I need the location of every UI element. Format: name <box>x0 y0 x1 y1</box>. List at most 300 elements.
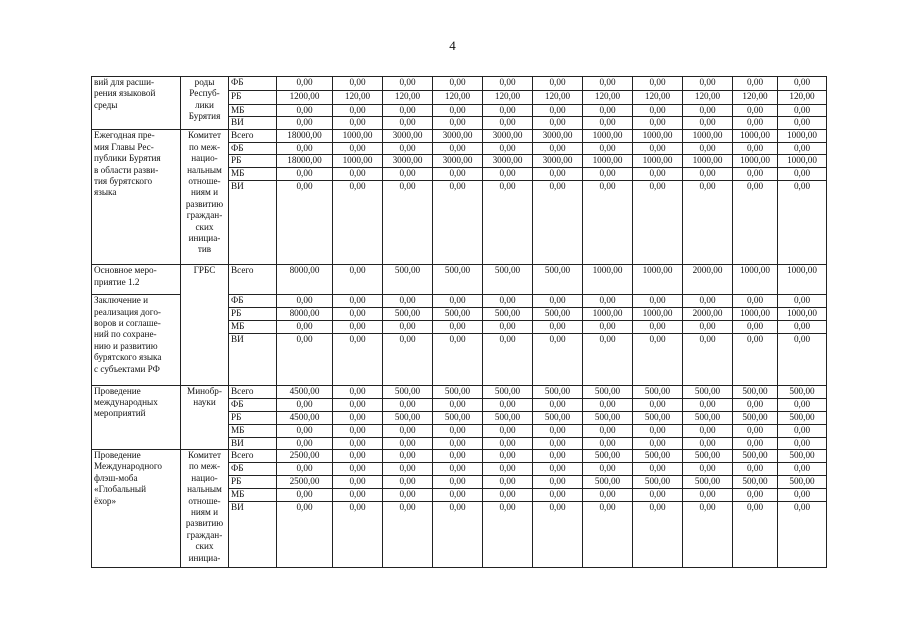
amount-cell: 0,00 <box>778 181 827 265</box>
amount-cell: 120,00 <box>778 91 827 105</box>
amount-cell: 500,00 <box>533 385 583 398</box>
amount-cell: 0,00 <box>633 489 683 502</box>
amount-cell: 0,00 <box>733 295 778 307</box>
amount-cell: 0,00 <box>383 168 433 181</box>
executor-line: Комитет <box>188 450 221 461</box>
executor-line: отноше- <box>188 176 221 187</box>
amount-cell: 500,00 <box>583 385 633 398</box>
funding-source-cell: Всего <box>229 130 277 142</box>
amount-cell: 1200,00 <box>277 91 333 105</box>
amount-cell: 0,00 <box>433 320 483 333</box>
amount-cell: 0,00 <box>733 168 778 181</box>
activity-name-line: международных <box>94 397 158 408</box>
amount-cell: 0,00 <box>778 502 827 568</box>
amount-cell: 0,00 <box>383 437 433 449</box>
amount-cell: 0,00 <box>483 437 533 449</box>
amount-cell: 0,00 <box>733 181 778 265</box>
amount-cell: 0,00 <box>633 320 683 333</box>
amount-cell: 0,00 <box>683 437 733 449</box>
amount-cell: 0,00 <box>778 424 827 437</box>
amount-cell: 0,00 <box>277 117 333 130</box>
amount-cell: 500,00 <box>778 411 827 424</box>
amount-cell: 0,00 <box>433 450 483 463</box>
amount-cell: 1000,00 <box>633 130 683 142</box>
amount-cell: 500,00 <box>483 307 533 320</box>
amount-cell: 1000,00 <box>733 130 778 142</box>
amount-cell: 0,00 <box>277 295 333 307</box>
amount-cell: 120,00 <box>583 91 633 105</box>
amount-cell: 0,00 <box>778 333 827 385</box>
amount-cell: 500,00 <box>583 411 633 424</box>
amount-cell: 0,00 <box>383 476 433 489</box>
amount-cell: 0,00 <box>433 437 483 449</box>
amount-cell: 0,00 <box>683 77 733 91</box>
amount-cell: 0,00 <box>383 142 433 154</box>
funding-source-cell: МБ <box>229 489 277 502</box>
amount-cell: 0,00 <box>483 168 533 181</box>
amount-cell: 0,00 <box>533 463 583 476</box>
amount-cell: 0,00 <box>333 142 383 154</box>
activity-name-line: Основное меро- <box>94 265 157 276</box>
amount-cell: 0,00 <box>583 181 633 265</box>
amount-cell: 500,00 <box>483 411 533 424</box>
activity-name-line: «Глобальный <box>94 484 147 495</box>
amount-cell: 3000,00 <box>483 130 533 142</box>
executor-line: науки <box>193 397 216 408</box>
amount-cell: 0,00 <box>433 77 483 91</box>
amount-cell: 0,00 <box>333 424 383 437</box>
table-row <box>92 265 827 295</box>
amount-cell: 8000,00 <box>277 307 333 320</box>
amount-cell: 0,00 <box>683 295 733 307</box>
executor-line: инициа- <box>188 233 221 244</box>
amount-cell: 0,00 <box>633 295 683 307</box>
funding-source-cell: ФБ <box>229 295 277 307</box>
amount-cell: 500,00 <box>683 385 733 398</box>
amount-cell: 0,00 <box>733 320 778 333</box>
amount-cell: 3000,00 <box>533 130 583 142</box>
activity-name-line: Проведение <box>94 385 141 396</box>
amount-cell: 0,00 <box>333 385 383 398</box>
funding-source-cell: РБ <box>229 476 277 489</box>
amount-cell: 0,00 <box>633 333 683 385</box>
amount-cell: 500,00 <box>533 411 583 424</box>
amount-cell: 500,00 <box>633 385 683 398</box>
amount-cell: 500,00 <box>483 265 533 295</box>
amount-cell: 120,00 <box>383 91 433 105</box>
amount-cell: 0,00 <box>778 117 827 130</box>
amount-cell: 500,00 <box>383 411 433 424</box>
amount-cell: 1000,00 <box>633 155 683 168</box>
amount-cell: 0,00 <box>533 181 583 265</box>
amount-cell: 1000,00 <box>683 155 733 168</box>
executor-line: граждан- <box>186 529 223 540</box>
amount-cell: 0,00 <box>277 398 333 411</box>
activity-name-line: среды <box>94 99 118 110</box>
amount-cell: 0,00 <box>683 424 733 437</box>
activity-name-cell <box>92 265 181 295</box>
amount-cell: 0,00 <box>683 463 733 476</box>
amount-cell: 0,00 <box>778 398 827 411</box>
funding-source-cell: ВИ <box>229 117 277 130</box>
amount-cell: 0,00 <box>383 424 433 437</box>
amount-cell: 0,00 <box>733 333 778 385</box>
amount-cell: 0,00 <box>583 105 633 117</box>
amount-cell: 0,00 <box>433 168 483 181</box>
executor-line: Комитет <box>188 130 221 141</box>
amount-cell: 1000,00 <box>778 265 827 295</box>
funding-source-cell: Всего <box>229 265 277 295</box>
amount-cell: 4500,00 <box>277 385 333 398</box>
amount-cell: 0,00 <box>533 320 583 333</box>
amount-cell: 0,00 <box>277 437 333 449</box>
executor-line: по меж- <box>188 141 221 152</box>
executor-line: ниям и <box>190 507 219 518</box>
executor-line: Респуб- <box>189 88 220 99</box>
amount-cell: 0,00 <box>483 142 533 154</box>
amount-cell: 0,00 <box>583 117 633 130</box>
amount-cell: 0,00 <box>277 181 333 265</box>
amount-cell: 0,00 <box>333 450 383 463</box>
amount-cell: 0,00 <box>533 489 583 502</box>
amount-cell: 0,00 <box>583 142 633 154</box>
amount-cell: 0,00 <box>433 502 483 568</box>
amount-cell: 0,00 <box>733 398 778 411</box>
amount-cell: 0,00 <box>633 142 683 154</box>
amount-cell: 120,00 <box>633 91 683 105</box>
amount-cell: 0,00 <box>383 117 433 130</box>
funding-source-cell: ВИ <box>229 437 277 449</box>
activity-name-line: в области разви- <box>94 164 159 175</box>
amount-cell: 0,00 <box>733 117 778 130</box>
amount-cell: 0,00 <box>277 333 333 385</box>
amount-cell: 3000,00 <box>433 130 483 142</box>
activity-name-line: реализация дого- <box>94 306 161 317</box>
amount-cell: 0,00 <box>333 476 383 489</box>
executor-line: нальным <box>187 164 222 175</box>
amount-cell: 3000,00 <box>383 155 433 168</box>
funding-source-cell: РБ <box>229 411 277 424</box>
executor-cell <box>181 130 229 265</box>
amount-cell: 0,00 <box>733 105 778 117</box>
amount-cell: 0,00 <box>533 105 583 117</box>
activity-name-line: ний по сохране- <box>94 329 157 340</box>
amount-cell: 0,00 <box>483 320 533 333</box>
funding-source-cell: ФБ <box>229 77 277 91</box>
amount-cell: 0,00 <box>333 295 383 307</box>
amount-cell: 500,00 <box>583 450 633 463</box>
amount-cell: 0,00 <box>383 398 433 411</box>
activity-name-line: ёхор» <box>94 495 117 506</box>
amount-cell: 0,00 <box>778 295 827 307</box>
amount-cell: 0,00 <box>483 476 533 489</box>
amount-cell: 500,00 <box>683 450 733 463</box>
amount-cell: 0,00 <box>483 77 533 91</box>
funding-source-cell: ВИ <box>229 181 277 265</box>
funding-source-cell: ФБ <box>229 463 277 476</box>
activity-name-line: рения языковой <box>94 88 156 99</box>
amount-cell: 1000,00 <box>583 155 633 168</box>
amount-cell: 0,00 <box>583 295 633 307</box>
amount-cell: 0,00 <box>683 117 733 130</box>
amount-cell: 500,00 <box>683 411 733 424</box>
amount-cell: 500,00 <box>433 411 483 424</box>
executor-line: граждан- <box>186 210 223 221</box>
amount-cell: 0,00 <box>683 489 733 502</box>
amount-cell: 0,00 <box>433 181 483 265</box>
activity-name-line: воров и соглаше- <box>94 318 161 329</box>
amount-cell: 0,00 <box>583 463 633 476</box>
executor-line: развитию <box>185 198 224 209</box>
funding-source-cell: Всего <box>229 450 277 463</box>
executor-line: нацио- <box>191 153 218 164</box>
amount-cell: 0,00 <box>633 463 683 476</box>
amount-cell: 0,00 <box>683 398 733 411</box>
executor-line: отноше- <box>188 495 221 506</box>
table-row <box>92 450 827 463</box>
amount-cell: 0,00 <box>277 142 333 154</box>
amount-cell: 500,00 <box>683 476 733 489</box>
activity-name-line: вий для расши- <box>94 77 155 87</box>
amount-cell: 500,00 <box>733 385 778 398</box>
amount-cell: 0,00 <box>277 320 333 333</box>
amount-cell: 0,00 <box>433 333 483 385</box>
amount-cell: 0,00 <box>483 398 533 411</box>
amount-cell: 500,00 <box>533 265 583 295</box>
amount-cell: 0,00 <box>277 489 333 502</box>
amount-cell: 0,00 <box>383 105 433 117</box>
amount-cell: 1000,00 <box>333 130 383 142</box>
amount-cell: 0,00 <box>778 168 827 181</box>
amount-cell: 0,00 <box>333 333 383 385</box>
amount-cell: 3000,00 <box>483 155 533 168</box>
amount-cell: 0,00 <box>583 502 633 568</box>
amount-cell: 0,00 <box>533 168 583 181</box>
amount-cell: 0,00 <box>483 424 533 437</box>
executor-line: ниям и <box>190 187 219 198</box>
activity-name-line: Проведение <box>94 450 141 461</box>
executor-line: тив <box>197 244 212 255</box>
amount-cell: 0,00 <box>483 117 533 130</box>
amount-cell: 1000,00 <box>583 265 633 295</box>
amount-cell: 0,00 <box>433 489 483 502</box>
executor-line: Бурятия <box>188 111 221 122</box>
amount-cell: 0,00 <box>383 463 433 476</box>
amount-cell: 120,00 <box>433 91 483 105</box>
amount-cell: 0,00 <box>333 320 383 333</box>
funding-source-cell: МБ <box>229 424 277 437</box>
table-row <box>92 385 827 398</box>
amount-cell: 0,00 <box>383 450 433 463</box>
amount-cell: 1000,00 <box>583 130 633 142</box>
amount-cell: 0,00 <box>383 333 433 385</box>
activity-name-line: Международного <box>94 461 162 472</box>
amount-cell: 0,00 <box>433 424 483 437</box>
executor-line: инициа- <box>188 552 221 563</box>
amount-cell: 0,00 <box>583 489 633 502</box>
amount-cell: 1000,00 <box>633 265 683 295</box>
funding-source-cell: ВИ <box>229 502 277 568</box>
activity-name-cell <box>92 77 181 130</box>
amount-cell: 0,00 <box>633 398 683 411</box>
amount-cell: 0,00 <box>533 437 583 449</box>
amount-cell: 0,00 <box>483 333 533 385</box>
table-row <box>92 130 827 142</box>
funding-source-cell: РБ <box>229 155 277 168</box>
activity-name-line: нию и развитию <box>94 340 158 351</box>
amount-cell: 500,00 <box>633 411 683 424</box>
amount-cell: 0,00 <box>683 320 733 333</box>
amount-cell: 0,00 <box>683 333 733 385</box>
activity-name-line: флэш-моба <box>94 472 138 483</box>
amount-cell: 0,00 <box>683 168 733 181</box>
funding-source-cell: Всего <box>229 385 277 398</box>
amount-cell: 0,00 <box>333 265 383 295</box>
amount-cell: 500,00 <box>778 450 827 463</box>
amount-cell: 0,00 <box>633 105 683 117</box>
amount-cell: 1000,00 <box>633 307 683 320</box>
amount-cell: 0,00 <box>583 77 633 91</box>
amount-cell: 0,00 <box>533 424 583 437</box>
amount-cell: 0,00 <box>633 117 683 130</box>
amount-cell: 120,00 <box>333 91 383 105</box>
amount-cell: 0,00 <box>383 77 433 91</box>
amount-cell: 0,00 <box>383 489 433 502</box>
amount-cell: 0,00 <box>483 181 533 265</box>
amount-cell: 2500,00 <box>277 476 333 489</box>
amount-cell: 1000,00 <box>778 155 827 168</box>
amount-cell: 0,00 <box>433 105 483 117</box>
amount-cell: 0,00 <box>733 142 778 154</box>
amount-cell: 0,00 <box>533 295 583 307</box>
amount-cell: 1000,00 <box>333 155 383 168</box>
activity-name-line: Ежегодная пре- <box>94 130 155 141</box>
amount-cell: 0,00 <box>277 424 333 437</box>
amount-cell: 0,00 <box>333 77 383 91</box>
amount-cell: 0,00 <box>733 463 778 476</box>
amount-cell: 500,00 <box>483 385 533 398</box>
funding-source-cell: РБ <box>229 91 277 105</box>
funding-source-cell: ФБ <box>229 142 277 154</box>
amount-cell: 500,00 <box>633 450 683 463</box>
funding-source-cell: РБ <box>229 307 277 320</box>
amount-cell: 0,00 <box>333 398 383 411</box>
executor-cell <box>181 77 229 130</box>
amount-cell: 3000,00 <box>433 155 483 168</box>
amount-cell: 0,00 <box>383 320 433 333</box>
amount-cell: 0,00 <box>483 295 533 307</box>
amount-cell: 0,00 <box>383 181 433 265</box>
amount-cell: 0,00 <box>533 398 583 411</box>
funding-source-cell: ФБ <box>229 398 277 411</box>
funding-source-cell: МБ <box>229 105 277 117</box>
amount-cell: 0,00 <box>533 502 583 568</box>
funding-source-cell: МБ <box>229 320 277 333</box>
amount-cell: 0,00 <box>683 181 733 265</box>
amount-cell: 0,00 <box>633 181 683 265</box>
amount-cell: 0,00 <box>333 307 383 320</box>
amount-cell: 0,00 <box>333 437 383 449</box>
amount-cell: 0,00 <box>683 502 733 568</box>
amount-cell: 0,00 <box>483 489 533 502</box>
executor-line: лики <box>195 99 214 110</box>
amount-cell: 0,00 <box>277 463 333 476</box>
amount-cell: 0,00 <box>778 142 827 154</box>
amount-cell: 120,00 <box>533 91 583 105</box>
amount-cell: 500,00 <box>583 476 633 489</box>
amount-cell: 0,00 <box>778 105 827 117</box>
amount-cell: 0,00 <box>583 437 633 449</box>
amount-cell: 0,00 <box>277 77 333 91</box>
amount-cell: 0,00 <box>277 502 333 568</box>
amount-cell: 0,00 <box>533 450 583 463</box>
funding-source-cell: ВИ <box>229 333 277 385</box>
amount-cell: 0,00 <box>483 463 533 476</box>
activity-name-line: языка <box>94 187 117 198</box>
amount-cell: 0,00 <box>277 168 333 181</box>
amount-cell: 500,00 <box>433 307 483 320</box>
activity-name-cell <box>92 130 181 265</box>
activity-name-cell <box>92 450 181 568</box>
amount-cell: 0,00 <box>433 295 483 307</box>
amount-cell: 500,00 <box>733 450 778 463</box>
amount-cell: 0,00 <box>683 142 733 154</box>
amount-cell: 0,00 <box>483 105 533 117</box>
amount-cell: 500,00 <box>383 385 433 398</box>
amount-cell: 0,00 <box>733 489 778 502</box>
amount-cell: 0,00 <box>633 77 683 91</box>
amount-cell: 0,00 <box>778 437 827 449</box>
amount-cell: 500,00 <box>433 265 483 295</box>
amount-cell: 0,00 <box>333 502 383 568</box>
amount-cell: 0,00 <box>333 105 383 117</box>
amount-cell: 0,00 <box>533 77 583 91</box>
executor-line: ГРБС <box>193 265 216 276</box>
activity-name-line: с субъектами РФ <box>94 363 160 374</box>
amount-cell: 0,00 <box>778 320 827 333</box>
amount-cell: 0,00 <box>583 333 633 385</box>
amount-cell: 500,00 <box>633 476 683 489</box>
amount-cell: 120,00 <box>733 91 778 105</box>
amount-cell: 0,00 <box>333 168 383 181</box>
amount-cell: 3000,00 <box>383 130 433 142</box>
amount-cell: 0,00 <box>333 411 383 424</box>
amount-cell: 500,00 <box>383 265 433 295</box>
amount-cell: 2000,00 <box>683 265 733 295</box>
amount-cell: 0,00 <box>433 476 483 489</box>
amount-cell: 18000,00 <box>277 130 333 142</box>
executor-cell <box>181 265 229 385</box>
amount-cell: 0,00 <box>433 463 483 476</box>
executor-line: нацио- <box>191 472 218 483</box>
executor-line: ских <box>195 221 214 232</box>
amount-cell: 500,00 <box>533 307 583 320</box>
amount-cell: 8000,00 <box>277 265 333 295</box>
amount-cell: 0,00 <box>533 142 583 154</box>
executor-line: роды <box>194 77 215 87</box>
activity-name-cell <box>92 295 181 385</box>
amount-cell: 500,00 <box>383 307 433 320</box>
amount-cell: 18000,00 <box>277 155 333 168</box>
amount-cell: 4500,00 <box>277 411 333 424</box>
amount-cell: 0,00 <box>683 105 733 117</box>
amount-cell: 1000,00 <box>733 307 778 320</box>
activity-name-line: публики Бурятия <box>94 153 161 164</box>
page-number: 4 <box>449 38 456 53</box>
amount-cell: 500,00 <box>433 385 483 398</box>
executor-cell <box>181 450 229 568</box>
activity-name-line: бурятского языка <box>94 352 162 363</box>
